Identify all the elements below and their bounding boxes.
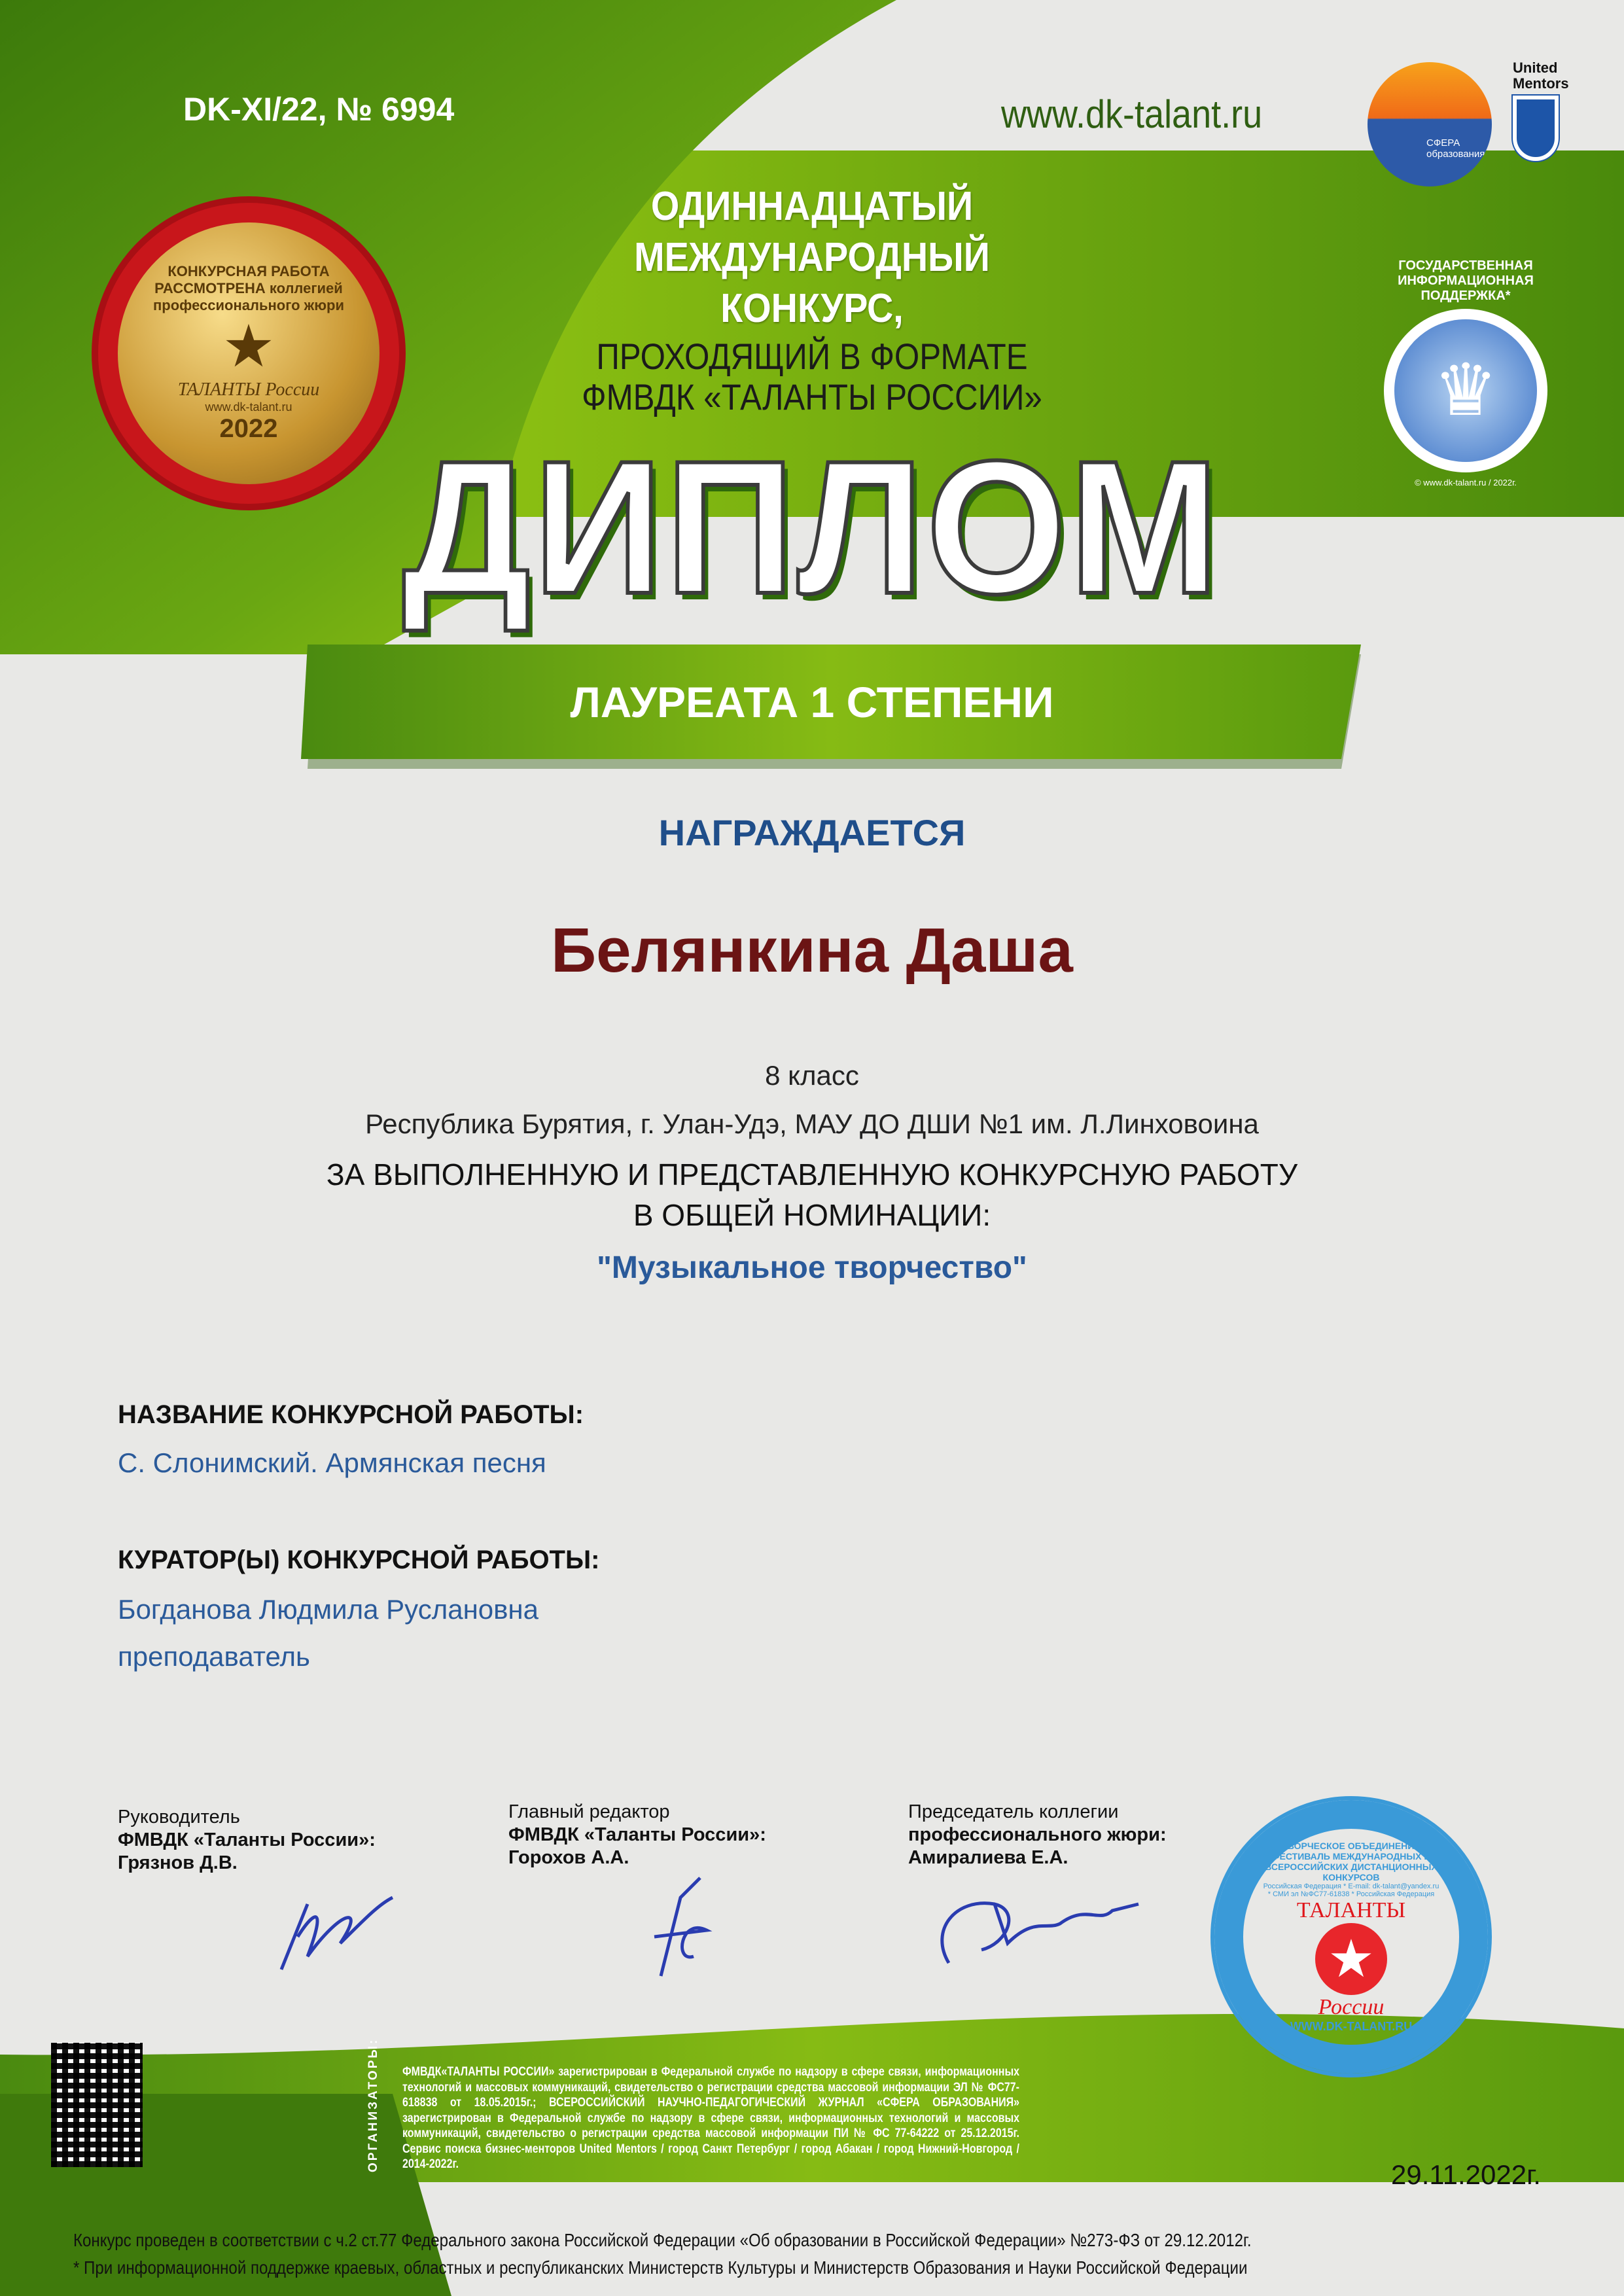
- gold-seal-year: 2022: [219, 414, 278, 443]
- double-eagle-icon: ♛: [1394, 319, 1537, 462]
- handwritten-signatures: [0, 1865, 1243, 1996]
- gov-seal-footer: © www.dk-talant.ru / 2022г.: [1415, 478, 1517, 487]
- signer-title: Руководитель: [118, 1807, 240, 1828]
- signer-name: Амиралиева Е.А.: [908, 1847, 1068, 1868]
- signer-title: Председатель коллегии: [908, 1801, 1119, 1822]
- reason-line-2: В ОБЩЕЙ НОМИНАЦИИ:: [633, 1198, 991, 1232]
- nomination: "Музыкальное творчество": [597, 1250, 1027, 1285]
- official-stamp: [1210, 1796, 1492, 2077]
- gold-seal-center: ТАЛАНТЫ России: [177, 380, 320, 400]
- location: Республика Бурятия, г. Улан-Удэ, МАУ ДО ДШИ №1 им. Л.Линховоина: [365, 1108, 1259, 1139]
- qr-code[interactable]: [51, 2043, 143, 2167]
- website-link[interactable]: www.dk-talant.ru: [1001, 92, 1263, 136]
- subheading-line-2: ФМВДК «ТАЛАНТЫ РОССИИ»: [582, 376, 1042, 417]
- awarded-label: НАГРАЖДАЕТСЯ: [658, 812, 966, 853]
- issue-date: 29.11.2022г.: [1391, 2159, 1541, 2190]
- work-title: С. Слонимский. Армянская песня: [118, 1447, 546, 1478]
- signature-block-2: [508, 1801, 766, 1869]
- diploma-number: DK-XI/22, № 6994: [183, 91, 455, 128]
- work-title-label: НАЗВАНИЕ КОНКУРСНОЙ РАБОТЫ:: [118, 1400, 584, 1429]
- support-notice: * При информационной поддержке краевых, областных и республиканских Министерств Культуры и Министерств Образования и Науки Российской Федерации: [73, 2257, 1248, 2278]
- heading-line-1: ОДИННАДЦАТЫЙ: [650, 184, 974, 229]
- signer-org: ФМВДК «Таланты России»:: [508, 1824, 766, 1845]
- heading-line-3: КОНКУРС,: [720, 286, 904, 331]
- curator-name: Богданова Людмила Руслановна: [118, 1594, 538, 1625]
- recipient-name: Белянкина Даша: [551, 915, 1073, 985]
- signer-name: Горохов А.А.: [508, 1847, 629, 1868]
- stamp-center-bottom: России: [1318, 1994, 1385, 2019]
- grade: 8 класс: [765, 1060, 859, 1091]
- united-mentors-text: United Mentors: [1513, 60, 1569, 92]
- degree-ribbon: ЛАУРЕАТА 1 СТЕПЕНИ: [570, 678, 1054, 726]
- signer-name: Грязнов Д.В.: [118, 1852, 238, 1873]
- subheading-line-1: ПРОХОДЯЩИЙ В ФОРМАТЕ: [596, 336, 1028, 377]
- curator-role: преподаватель: [118, 1641, 310, 1672]
- sfera-logo: [1368, 62, 1492, 186]
- footer-registration-text: ФМВДК«ТАЛАНТЫ РОССИИ» зарегистрирован в Федеральной службе по надзору в сфере связи, информационных технологий и массовых коммуникаций, свидетельство о регистрации средства массовой информации ЭЛ № ФС77-618838 от 18.05.2015г.; ВСЕРОССИЙСКИЙ НАУЧНО-ПЕДАГОГИЧЕСКИЙ ЖУРНАЛ «СФЕРА ОБРАЗОВАНИЯ» зарегистрирован в Федеральной службе по надзору в сфере связи, информационных технологий и массовых коммуникаций, свидетельство о регистрации средства массовой информации ПИ № ФС 77-64222 от 25.12.2015г. Сервис поиска бизнес-менторов United Mentors / город Санкт Петербург / город Абакан / город Нижний-Новгород / 2014-2022г.: [402, 2064, 1019, 2171]
- law-notice: Конкурс проведен в соответствии с ч.2 ст.77 Федерального закона Российской Федерации «Об образовании в Российской Федерации» №273-ФЗ от 29.12.2012г.: [73, 2230, 1252, 2250]
- signer-org: ФМВДК «Таланты России»:: [118, 1829, 376, 1850]
- sfera-logo-text: СФЕРА образования: [1426, 137, 1485, 160]
- organizers-label: ОРГАНИЗАТОРЫ:: [366, 2038, 380, 2172]
- reason-line-1: ЗА ВЫПОЛНЕННУЮ И ПРЕДСТАВЛЕННУЮ КОНКУРСНУЮ РАБОТУ: [326, 1157, 1298, 1192]
- signature-block-3: [908, 1801, 1167, 1869]
- signer-title: Главный редактор: [508, 1801, 670, 1822]
- star-icon: ★: [222, 314, 275, 380]
- stamp-outer-text: ТВОРЧЕСКОЕ ОБЪЕДИНЕНИЕ ФЕСТИВАЛЬ МЕЖДУНАРОДНЫХ И ВСЕРОССИЙСКИХ ДИСТАНЦИОННЫХ КОНКУРСОВ: [1265, 1840, 1438, 1882]
- gold-seal-url: www.dk-talant.ru: [205, 400, 292, 414]
- united-mentors-logo: [1513, 60, 1569, 161]
- gov-seal-ring-text: ГОСУДАРСТВЕННАЯ ИНФОРМАЦИОННАЯ ПОДДЕРЖКА*: [1398, 258, 1534, 303]
- signer-org: профессионального жюри:: [908, 1824, 1167, 1845]
- diploma-title: ДИПЛОМ: [402, 421, 1222, 633]
- gold-seal-ring-text: КОНКУРСНАЯ РАБОТА РАССМОТРЕНА коллегией профессионального жюри: [152, 263, 345, 313]
- stamp-inner-text: Российская Федерация * E-mail: dk-talant@yandex.ru * СМИ эл №ФС77-61838 * Российская Федерация: [1263, 1882, 1439, 1898]
- heading-line-2: МЕЖДУНАРОДНЫЙ: [634, 235, 990, 280]
- united-mentors-icon: [1513, 96, 1559, 161]
- curator-label: КУРАТОР(Ы) КОНКУРСНОЙ РАБОТЫ:: [118, 1545, 600, 1574]
- stamp-center-top: ТАЛАНТЫ: [1296, 1898, 1406, 1922]
- stamp-url: WWW.DK-TALANT.RU: [1290, 2019, 1413, 2033]
- star-globe-icon: ★: [1315, 1923, 1387, 1995]
